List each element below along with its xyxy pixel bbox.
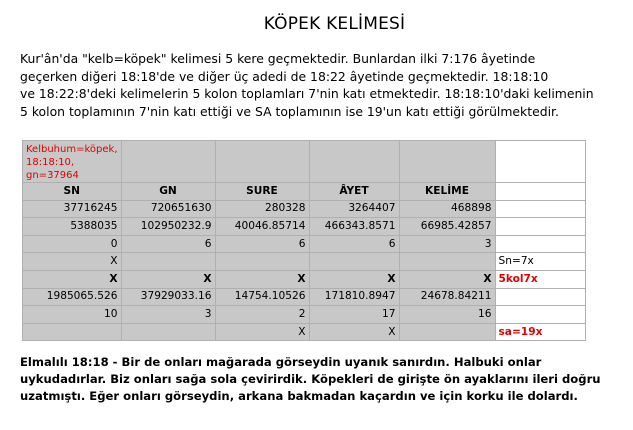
table-cell: 37716245: [23, 200, 122, 218]
table-row: [23, 323, 586, 341]
table-extra-cell: [495, 288, 585, 306]
table-cell: 102950232.9: [121, 218, 215, 236]
table-cell: [309, 253, 399, 271]
table-row: [23, 235, 586, 253]
table-cell: [399, 253, 495, 271]
column-header-gn: GN: [121, 183, 215, 201]
table-row: [23, 270, 586, 288]
table-cell: X: [23, 270, 122, 288]
table-cell: 16: [399, 306, 495, 324]
table-cell: X: [215, 270, 309, 288]
table-cell: X: [121, 270, 215, 288]
table-cell: 3: [399, 235, 495, 253]
table-cell: 280328: [215, 200, 309, 218]
table-row: [23, 288, 586, 306]
column-header-sure: SURE: [215, 183, 309, 201]
table-cell: 720651630: [121, 200, 215, 218]
intro-line: Kur'ân'da "kelb=köpek" kelimesi 5 kere geçmektedir. Bunlardan ilki 7:176 âyetinde: [20, 51, 536, 66]
table-cell: 0: [23, 235, 122, 253]
table-cell: [121, 253, 215, 271]
table-cell: 5388035: [23, 218, 122, 236]
table-cell: [121, 323, 215, 341]
table-cell: 3264407: [309, 200, 399, 218]
table-cell: 171810.8947: [309, 288, 399, 306]
table-row: [23, 218, 586, 236]
table-cell: 466343.8571: [309, 218, 399, 236]
table-row: [23, 306, 586, 324]
table-extra-cell: [495, 200, 585, 218]
table-cell: [23, 323, 122, 341]
table-extra-cell: [495, 235, 585, 253]
table-row: [23, 200, 586, 218]
table-cell: 17: [309, 306, 399, 324]
table-cell: 10: [23, 306, 122, 324]
table-cell: 6: [215, 235, 309, 253]
table-extra-cell: Sn=7x: [495, 253, 585, 271]
intro-line: ve 18:22:8'deki kelimelerin 5 kolon toplamları 7'nin katı etmektedir. 18:18:10'daki kelimenin: [20, 86, 594, 101]
verse-line: uykudadırlar. Biz onları sağa sola çevirirdik. Köpekleri de girişte ön ayaklarını ileri doğru: [20, 372, 601, 386]
page-title: KÖPEK KELİMESİ: [263, 14, 406, 34]
table-cell: 3: [121, 306, 215, 324]
table-header-row: [23, 183, 586, 201]
intro-line: geçerken diğeri 18:18'de ve diğer üç adedi de 18:22 âyetinde geçmektedir. 18:18:10: [20, 68, 549, 84]
table-cell: 24678.84211: [399, 288, 495, 306]
table-note-row: [23, 141, 586, 183]
column-header-sn: SN: [23, 183, 122, 201]
verse-translation: [20, 354, 620, 405]
table-cell: [215, 253, 309, 271]
table-cell: X: [309, 323, 399, 341]
verse-line: uzatmıştı. Eğer onları görseydin, arkana bakmadan kaçardın ve için korku ile dolardı.: [20, 389, 578, 403]
table-cell: 6: [309, 235, 399, 253]
table-cell: X: [215, 323, 309, 341]
intro-paragraph: [20, 50, 632, 120]
table-extra-cell: [495, 306, 585, 324]
column-header-ayet: ÂYET: [309, 183, 399, 201]
table-cell: 1985065.526: [23, 288, 122, 306]
table-row: [23, 253, 586, 271]
table-cell: 37929033.16: [121, 288, 215, 306]
table-cell: 468898: [399, 200, 495, 218]
intro-line: 5 kolon toplamının 7'nin katı ettiği ve SA toplamının ise 19'un katı ettiği görülmektedir.: [20, 103, 559, 119]
table-cell: X: [399, 270, 495, 288]
table-cell: 14754.10526: [215, 288, 309, 306]
table-extra-cell: sa=19x: [495, 323, 585, 341]
table-cell: [399, 323, 495, 341]
table-cell: 66985.42857: [399, 218, 495, 236]
table-note: Kelbuhum=köpek, 18:18:10, gn=37964: [23, 141, 122, 183]
column-header-kelime: KELİME: [399, 183, 495, 201]
table-cell: 40046.85714: [215, 218, 309, 236]
verse-line: Elmalılı 18:18 - Bir de onları mağarada görseydin uyanık sanırdın. Halbuki onlar: [20, 355, 542, 369]
table-extra-cell: 5kol7x: [495, 270, 585, 288]
table-cell: X: [309, 270, 399, 288]
table-extra-cell: [495, 218, 585, 236]
table-cell: 2: [215, 306, 309, 324]
table-cell: X: [23, 253, 122, 271]
word-count-table: [22, 140, 586, 341]
table-cell: 6: [121, 235, 215, 253]
